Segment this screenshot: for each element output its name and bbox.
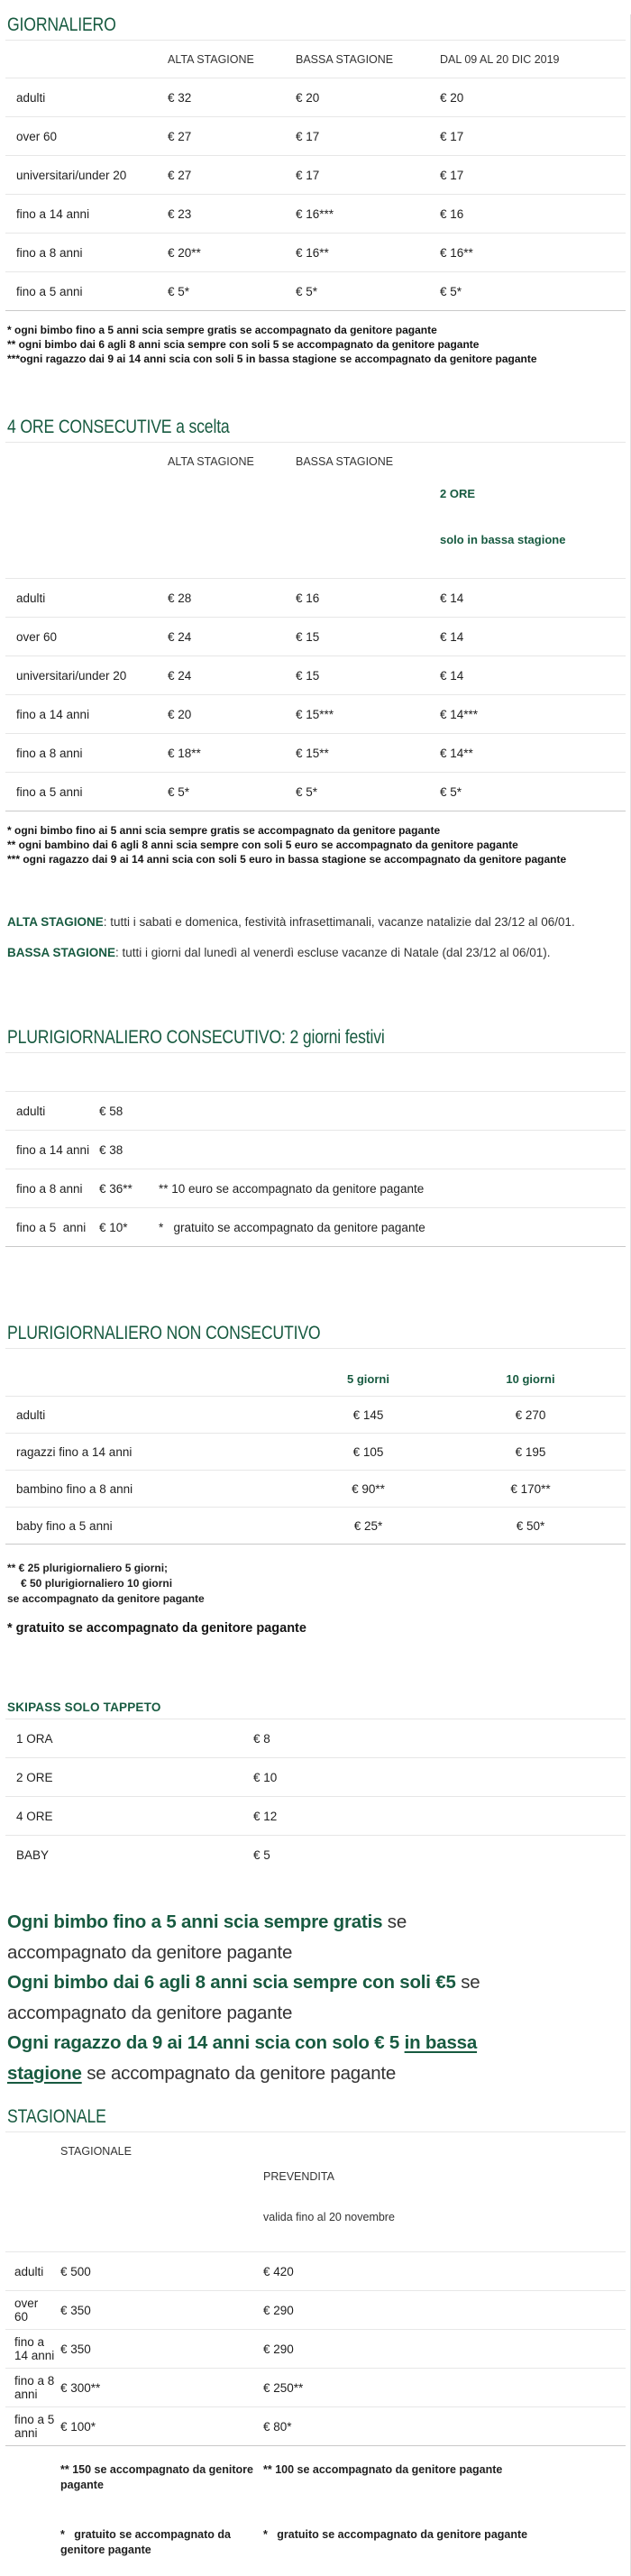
price-cell: € 17 [440,168,464,182]
stagionale-table [5,2132,626,2576]
highlight-line: Ogni bimbo fino a 5 anni scia sempre gratis se [7,1911,407,1932]
price-cell: € 16** [440,245,473,260]
price-cell: € 25* [353,1518,383,1533]
row-label: 4 ORE [16,1809,53,1823]
table-row [5,734,626,773]
price-cell: € 145 [352,1407,384,1422]
row-label: adulti [16,591,46,605]
pluri-consecutivo-table [5,1053,626,1247]
row-label: fino a 5 anni [14,2413,59,2440]
highlight-line: Ogni ragazzo da 9 ai 14 anni scia con solo € 5 in bassa [7,2032,478,2053]
table-row [5,1758,626,1797]
price-cell: € 8 [253,1731,270,1746]
row-label: fino a 8 anni [16,245,83,260]
price-cell: € 12 [253,1809,278,1823]
table-row [5,2511,626,2576]
row-label: adulti [16,1407,46,1422]
row-label: fino a 14 anni [16,206,90,221]
bassa-stagione-definition: BASSA STAGIONE: tutti i giorni dal lunedì al venerdì escluse vacanze di Natale (dal 23/12 al 06/01). [7,946,551,959]
table-row [5,2252,626,2291]
price-cell: * gratuito se accompagnato da genitore pagante [263,2528,528,2541]
footnote: ***ogni ragazzo dai 9 ai 14 anni scia con soli 5 in bassa stagione se accompagnato da genitore pagante [7,353,537,365]
price-cell: € 300** [60,2380,101,2395]
stagionale-table-header [5,2132,626,2252]
price-cell: * gratuito se accompagnato da genitore pagante [60,2528,234,2556]
price-list-page [0,14,631,2576]
giornaliero-table [5,41,626,311]
price-cell: € 14*** [440,707,479,721]
row-label: fino a 5 anni [16,284,83,298]
highlight-statements [7,1907,626,2088]
table-row [5,117,626,156]
table-row [5,1208,626,1247]
skipass-tappeto-table [5,1719,626,1875]
row-label: adulti [14,2264,44,2278]
table-row [5,234,626,272]
col-header-5-giorni: 5 giorni [347,1371,389,1386]
price-cell: € 14 [440,591,464,605]
col-header-alta-stagione: ALTA STAGIONE [168,455,254,468]
price-cell: * gratuito se accompagnato da genitore pagante [159,1220,425,1234]
row-label: ragazzi fino a 14 anni [16,1444,133,1459]
price-cell: € 17 [296,168,320,182]
table-row [5,2330,626,2369]
bassa-stagione-label: BASSA STAGIONE [7,946,116,959]
gratuito-footnote: * gratuito se accompagnato da genitore pagante [7,1621,306,1636]
pluri-non-consecutivo-table [5,1349,626,1545]
price-cell: € 270 [515,1407,546,1422]
row-label: over 60 [16,629,58,644]
price-cell: € 16** [296,245,329,260]
col-header-bassa-stagione: BASSA STAGIONE [296,53,394,66]
price-cell: € 20 [168,707,192,721]
table-row [5,2446,626,2511]
price-cell: € 14** [440,746,473,760]
price-cell: € 27 [168,168,192,182]
price-cell: € 5* [440,284,462,298]
price-cell: € 15 [296,668,320,683]
row-label: universitari/under 20 [16,168,127,182]
price-cell: € 105 [352,1444,384,1459]
price-cell: € 58 [99,1104,123,1118]
table-row [5,1471,626,1508]
4ore-footnotes [7,823,626,866]
price-cell: € 20 [440,90,464,105]
price-cell: € 5* [440,784,462,799]
section-pluri-consecutivo-header [5,1027,626,1053]
price-cell: ** 100 se accompagnato da genitore pagante [263,2463,503,2476]
price-cell: € 23 [168,206,192,221]
row-label: baby fino a 5 anni [16,1518,113,1533]
price-cell: € 80* [263,2419,292,2434]
price-cell: € 24 [168,629,192,644]
row-label: fino a 5 anni [16,784,83,799]
table-row [5,773,626,811]
4ore-table [5,443,626,811]
giornaliero-table-header [5,41,626,78]
table-row [5,1836,626,1875]
table-row [5,2407,626,2446]
pluri-non-consecutivo-table-header [5,1349,626,1397]
row-label: over 60 [14,2296,42,2324]
price-cell: € 250** [263,2380,304,2395]
col-header-10-giorni: 10 giorni [506,1371,555,1386]
table-row [5,195,626,234]
price-cell: € 170** [510,1481,551,1496]
alta-stagione-label: ALTA STAGIONE [7,915,104,929]
price-cell: € 27 [168,129,192,143]
price-cell: € 10* [99,1220,128,1234]
price-cell: € 20 [296,90,320,105]
price-cell: € 24 [168,668,192,683]
price-cell: € 100* [60,2419,96,2434]
pluri-consecutivo-table-header [5,1053,626,1092]
price-cell: € 195 [515,1444,546,1459]
row-label: bambino fino a 8 anni [16,1481,133,1496]
price-cell: € 90** [352,1481,385,1496]
table-row [5,2291,626,2330]
row-label: fino a 8 anni [16,746,83,760]
row-label: BABY [16,1848,50,1862]
price-cell: € 290 [263,2303,294,2317]
price-cell: € 15 [296,629,320,644]
price-cell: € 28 [168,591,192,605]
table-row [5,618,626,656]
price-cell: € 38 [99,1142,123,1157]
row-label: fino a 14 anni [16,1142,90,1157]
table-row [5,579,626,618]
price-cell: € 420 [263,2264,294,2278]
price-cell: € 350 [60,2342,91,2356]
price-cell: € 14 [440,668,464,683]
highlight-line: Ogni bimbo dai 6 agli 8 anni scia sempre con soli €5 se [7,1972,480,1993]
pluri-non-consecutivo-footnote: ** € 25 plurigiornaliero 5 giorni; € 50 plurigiornaliero 10 giorni se accompagnato da genitore pagante [7,1562,205,1605]
col-header-stagionale: STAGIONALE [60,2145,132,2158]
price-cell: € 5* [168,784,190,799]
section-title-pluri-consecutivo: PLURIGIORNALIERO CONSECUTIVO: 2 giorni festivi [7,1027,385,1048]
section-title-giornaliero: GIORNALIERO [7,14,116,35]
col-header-2ore: 2 ORE solo in bassa stagione [440,487,566,546]
footnote: ** ogni bambino dai 6 agli 8 anni scia sempre con soli 5 euro se accompagnato da genitore pagante [7,839,518,851]
price-cell: ** 10 euro se accompagnato da genitore pagante [159,1181,425,1196]
section-pluri-non-consecutivo-header [5,1323,626,1349]
row-label: 1 ORA [16,1731,53,1746]
row-label: fino a 5 anni [16,1220,87,1234]
row-label: fino a 8 anni [14,2374,59,2401]
price-cell: € 10 [253,1770,278,1784]
footnote: ** ogni bimbo dai 6 agli 8 anni scia sempre con soli 5 se accompagnato da genitore pagante [7,338,480,351]
table-row [5,1434,626,1471]
row-label: adulti [16,90,46,105]
section-title-4ore: 4 ORE CONSECUTIVE a scelta [7,417,230,437]
table-row [5,78,626,117]
table-row [5,156,626,195]
price-cell: € 14 [440,629,464,644]
table-row [5,2369,626,2407]
row-label: universitari/under 20 [16,668,127,683]
table-row [5,656,626,695]
alta-stagione-definition: ALTA STAGIONE: tutti i sabati e domenica, festività infrasettimanali, vacanze natalizie dal 23/12 al 06/01. [7,915,575,929]
price-cell: € 15** [296,746,329,760]
section-giornaliero-header [5,14,626,41]
row-label: adulti [16,1104,46,1118]
col-header-bassa-stagione: BASSA STAGIONE [296,455,394,468]
price-cell: € 5* [296,284,318,298]
table-row [5,1169,626,1208]
price-cell: € 5* [296,784,318,799]
col-header-prevendita: PREVENDITA valida fino al 20 novembre [263,2170,395,2223]
table-row [5,1131,626,1169]
price-cell: € 5 [253,1848,270,1862]
giornaliero-footnotes [7,323,626,366]
footnote: *** ogni ragazzo dai 9 ai 14 anni scia con soli 5 euro in bassa stagione se accompagnato da genitore pagante [7,853,567,866]
table-row [5,1797,626,1836]
price-cell: € 350 [60,2303,91,2317]
highlight-line: accompagnato da genitore pagante [7,2002,293,2023]
4ore-table-header [5,443,626,579]
table-row [5,1508,626,1545]
price-cell: € 36** [99,1181,133,1196]
row-label: over 60 [16,129,58,143]
table-row [5,272,626,311]
section-stagionale-header [5,2106,626,2132]
table-row [5,1092,626,1131]
col-header-dic-2019: DAL 09 AL 20 DIC 2019 [440,53,560,66]
section-4ore-header [5,417,626,443]
price-cell: € 16 [440,206,464,221]
price-cell: € 17 [440,129,464,143]
price-cell: € 500 [60,2264,91,2278]
price-cell: € 16 [296,591,320,605]
row-label: fino a 8 anni [16,1181,83,1196]
price-cell: € 50* [516,1518,545,1533]
price-cell: € 290 [263,2342,294,2356]
table-row [5,1397,626,1434]
col-header-alta-stagione: ALTA STAGIONE [168,53,254,66]
price-cell: € 32 [168,90,192,105]
table-row [5,1719,626,1758]
price-cell: € 16*** [296,206,334,221]
row-label: 2 ORE [16,1770,53,1784]
highlight-line: stagione se accompagnato da genitore pagante [7,2062,397,2084]
section-title-stagionale: STAGIONALE [7,2106,106,2127]
section-title-skipass-tappeto: SKIPASS SOLO TAPPETO [5,1701,626,1719]
highlight-line: accompagnato da genitore pagante [7,1941,293,1963]
footnote: * ogni bimbo fino a 5 anni scia sempre gratis se accompagnato da genitore pagante [7,324,437,336]
price-cell: € 18** [168,746,201,760]
table-row [5,695,626,734]
row-label: fino a 14 anni [14,2335,55,2362]
price-cell: € 20** [168,245,201,260]
price-cell: € 5* [168,284,190,298]
footnote: * ogni bimbo fino ai 5 anni scia sempre gratis se accompagnato da genitore pagante [7,824,441,837]
price-cell: ** 150 se accompagnato da genitore pagante [60,2463,257,2491]
price-cell: € 17 [296,129,320,143]
row-label: fino a 14 anni [16,707,90,721]
price-cell: € 15*** [296,707,334,721]
section-title-pluri-non-consecutivo: PLURIGIORNALIERO NON CONSECUTIVO [7,1323,321,1343]
